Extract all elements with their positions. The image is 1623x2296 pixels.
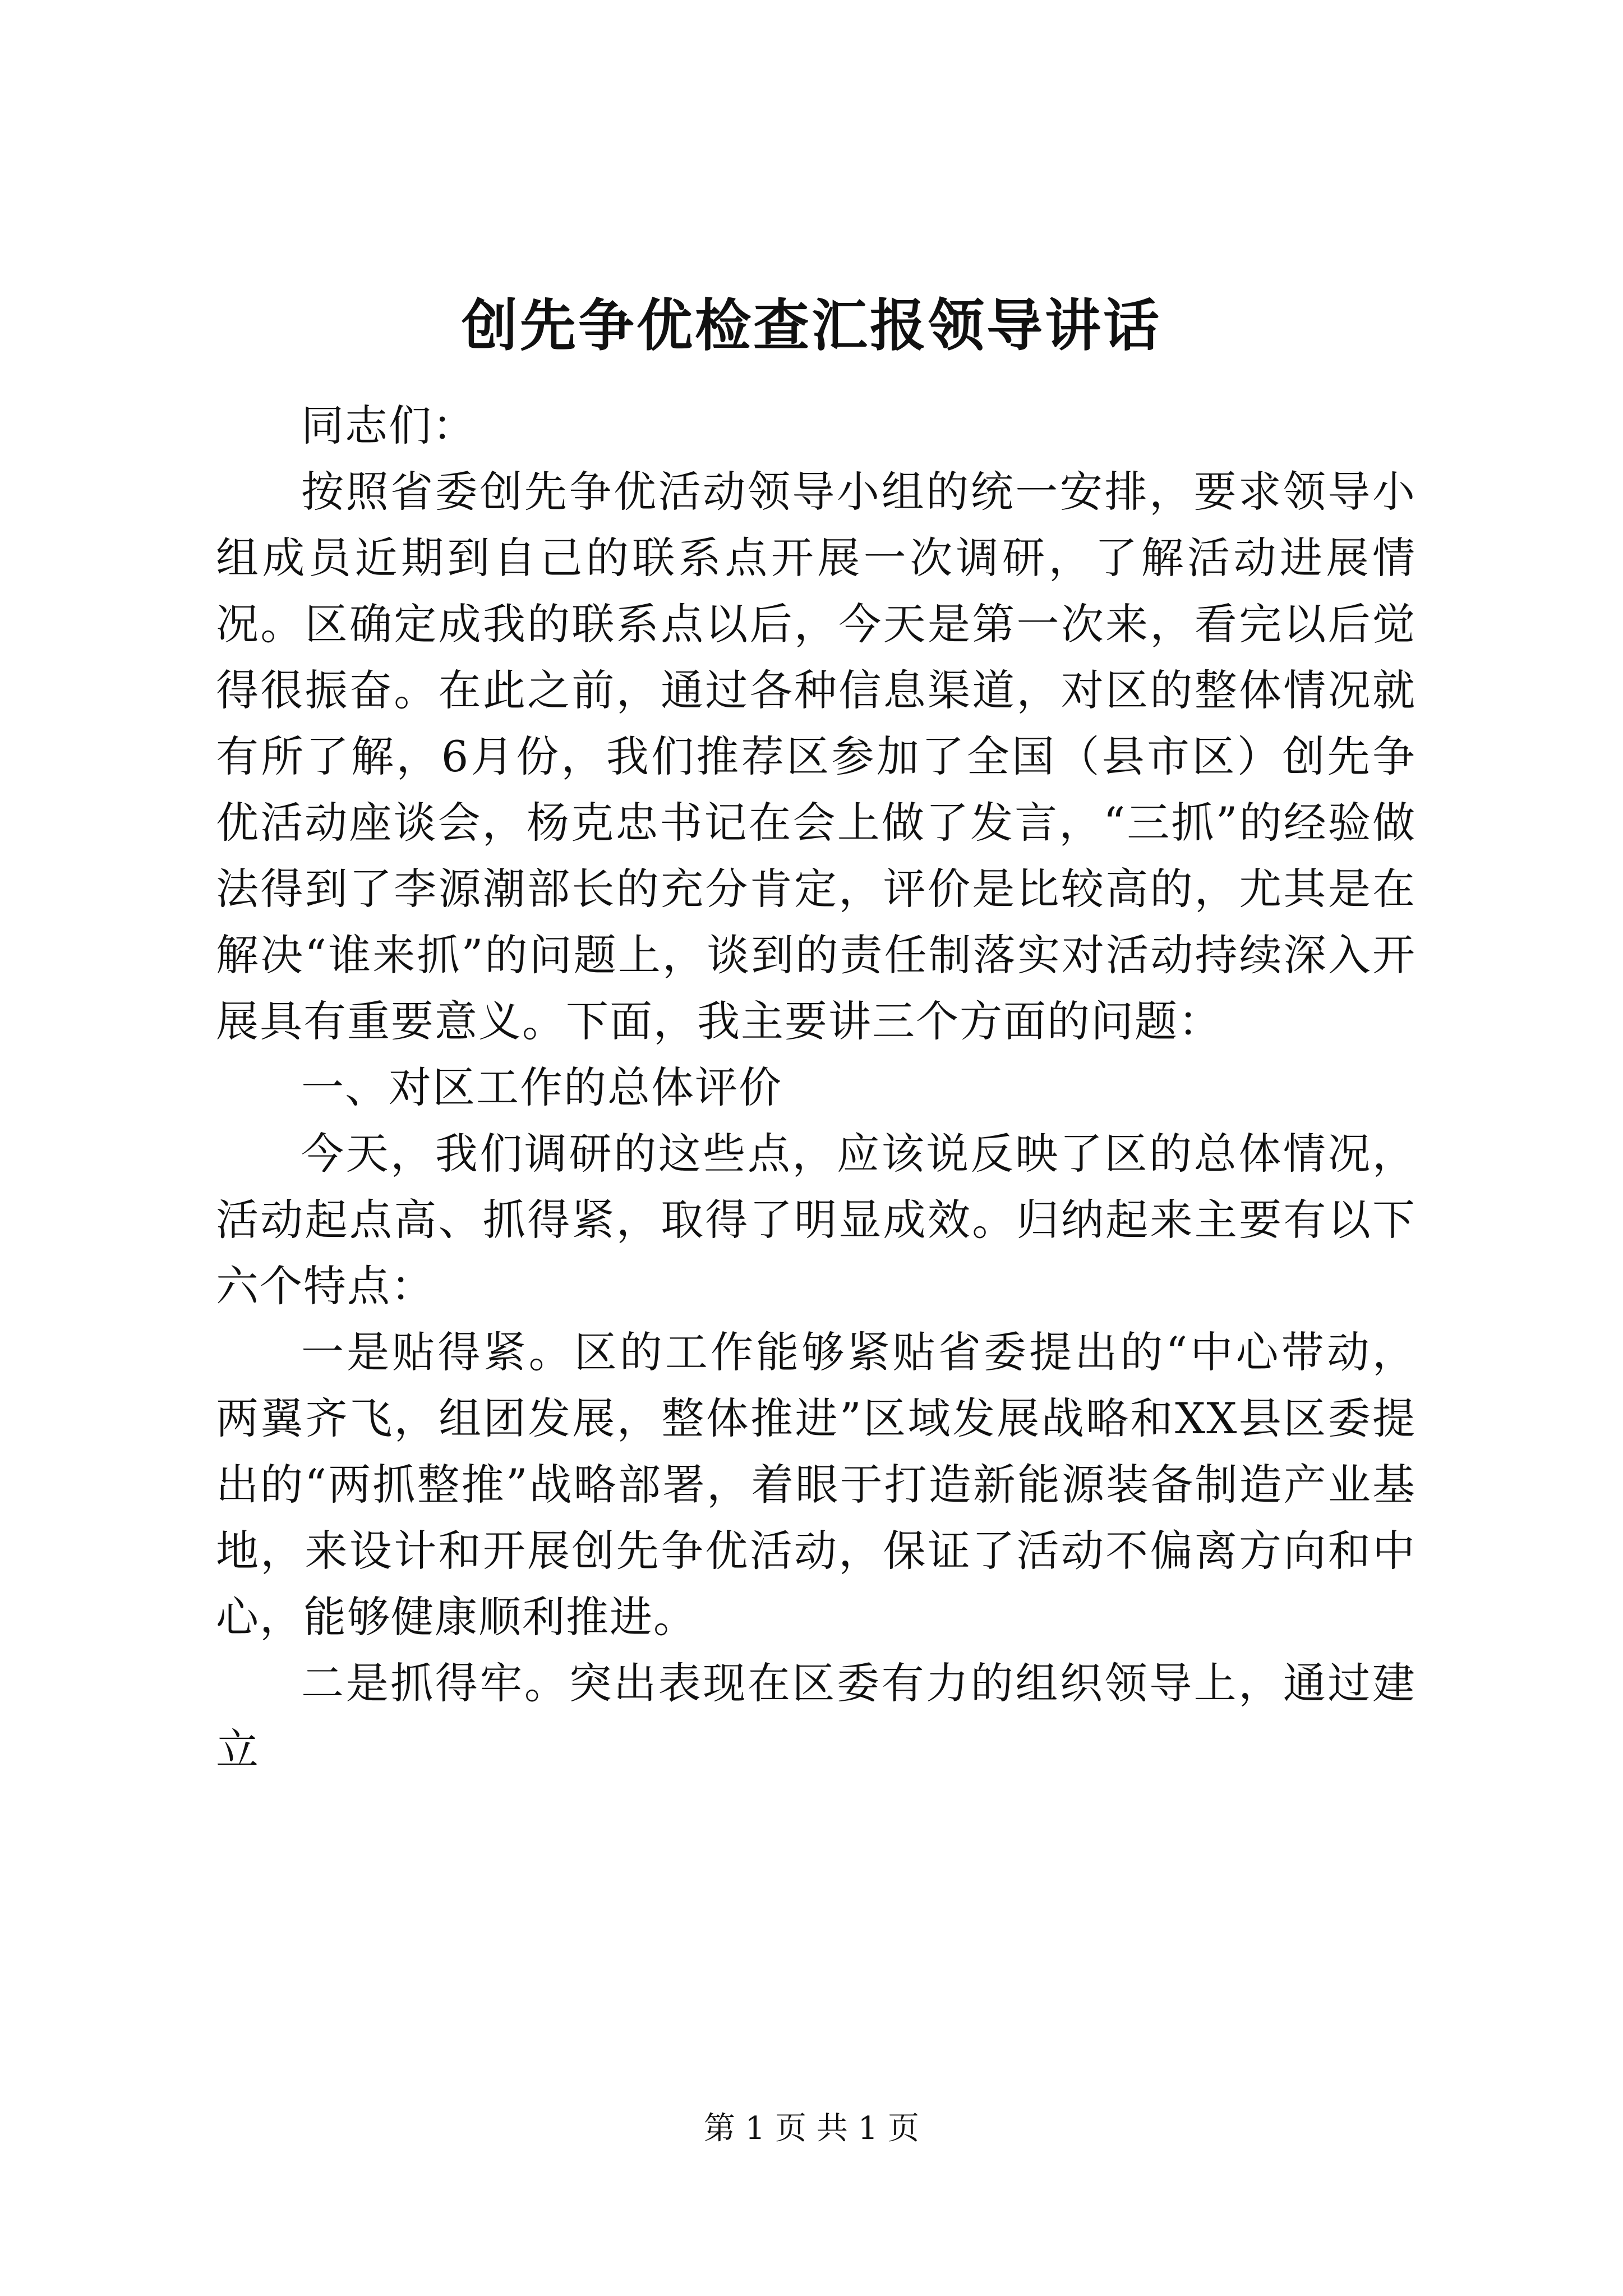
section-heading-1: 一、对区工作的总体评价 — [301, 1062, 782, 1112]
document-body — [216, 393, 1416, 1783]
page-number: 第 1 页 共 1 页 — [703, 2110, 920, 2147]
salutation: 同志们： — [301, 401, 476, 450]
paragraph-point-2: 二是抓得牢。突出表现在区委有力的组织领导上，通过建立 — [216, 1658, 1416, 1774]
paragraph-point-1: 一是贴得紧。区的工作能够紧贴省委提出的“中心带动，两翼齐飞，组团发展，整体推进”区域发展战略和XX县区委提出的“两抓整推”战略部署，着眼于打造新能源装备制造产业基地，来设计和开展创先争优活动，保证了活动不偏离方向和中心，能够健康顺利推进。 — [216, 1327, 1416, 1642]
paragraph-overview: 今天，我们调研的这些点，应该说反映了区的总体情况，活动起点高、抓得紧，取得了明显成效。归纳起来主要有以下六个特点： — [216, 1129, 1416, 1311]
document-title: 创先争优检查汇报领导讲话 — [462, 292, 1161, 358]
paragraph-intro: 按照省委创先争优活动领导小组的统一安排，要求领导小组成员近期到自己的联系点开展一次调研，了解活动进展情况。区确定成我的联系点以后，今天是第一次来，看完以后觉得很振奋。在此之前，通过各种信息渠道，对区的整体情况就有所了解，6月份，我们推荐区参加了全国（县市区）创先争优活动座谈会，杨克忠书记在会上做了发言，“三抓”的经验做法得到了李源潮部长的充分肯定，评价是比较高的，尤其是在解决“谁来抓”的问题上，谈到的责任制落实对活动持续深入开展具有重要意义。下面，我主要讲三个方面的问题： — [216, 467, 1416, 1046]
